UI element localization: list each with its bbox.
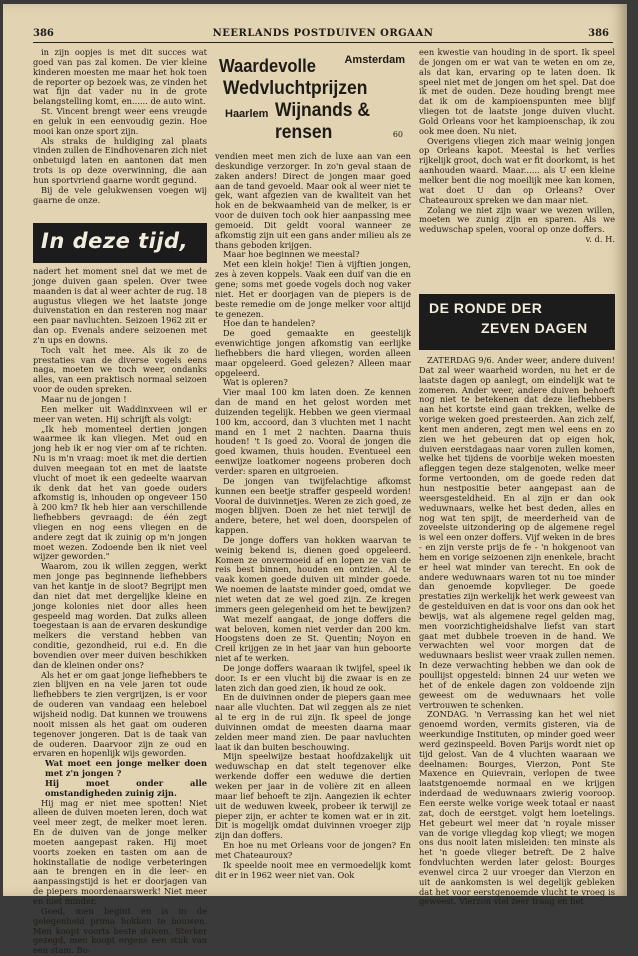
paragraph: De jonge doffers waaraan ik twijfel, speel ik door. Is er een vlucht bij die zwaar is en ze laten zich dan goed zien, ik houd ze ook. — [215, 662, 411, 693]
article-1-top — [33, 48, 207, 220]
paragraph: Wat mezelf aangaat, de jonge doffers die wat beloven, komen niet verder dan 200 km. Hoogstens doen ze St. Quentin; Noyon en Creil krijgen ze in het jaar van hun geboorte niet af te werken. — [215, 613, 411, 664]
ad-city: Amsterdam — [344, 54, 405, 66]
paragraph: Hoe dan te handelen? — [223, 318, 316, 329]
page-number-right: 386 — [588, 28, 609, 39]
paragraph: Maar hoe beginnen we meestal? — [223, 249, 360, 260]
ad-number: 60 — [392, 130, 403, 139]
paragraph: Hij moet onder alle omstandigheden zuinig zijn. — [45, 777, 207, 798]
paragraph: Goed, men begint en is in de gelegenheid prima hokken te bouwen. Men koopt voorts beste duiven. Sterker gezegd, men koopt ergens een stuk van een stam. Bo- — [33, 905, 207, 956]
ad-company-name: Wijnands & rensen — [275, 100, 371, 143]
paragraph: nadert het moment snel dat we met de jonge duiven gaan spelen. Over twee maanden is dat al weer achter de rug. 18 augustus vliegen we het laatste jonge duivenstation en dan resteren nog maar een paar navluchten. Seizoen 1962 zit er dan op. Evenals andere seizoenen met z'n ups en downs. — [33, 266, 207, 345]
paragraph: Een melker uit Waddinxveen wil er meer van weten. Hij schrijft als volgt: — [33, 403, 207, 424]
banner-text: In deze tijd, — [41, 229, 189, 253]
paragraph: Overigens vliegen zich maar weinig jongen op Orleans kapot. Meestal is het verlies rijkelijk groot, doch wat er fit doorkomt, is het aanhouden waard. Maar...... als U een kleine melker bent die nog moeilijk mee kan komen, wat doet U dan op Orleans? Over Chateauroux spreken we dan maar niet. — [419, 135, 615, 205]
paragraph: Ik speelde nooit mee en vermoedelijk komt dit er in 1962 weer niet van. Ook — [215, 859, 411, 880]
ad-word-waardevolle: Waardevolle — [219, 56, 316, 76]
paragraph: Wat is opleren? — [223, 377, 288, 388]
paragraph: Als het er om gaat jonge liefhebbers te zien blijven en na vele jaren tot oude liefhebbers te zien vergrijzen, is er voor de ouderen van vandaag een heleboel wijsheid nodig. Dat kunnen we trouwens nooit missen als het gaat om ouderen tegenover jongeren. Dat is de taak van de ouderen. Daarvoor zijn ze oud en ervaren en hopenlijk wijs geworden. — [33, 669, 207, 759]
paragraph: ZONDAG. 'n Verrassing kan het wel niet genoemd worden, vermits gisteren, via de weerkundige Instituten, op minder goed weer werd gezinspeeld. Boven Parijs wordt niet op tijd gelost. Van de 4 vluchten waaraan we deelnamen: Bourges, Vierzon, Pont Ste Maxence en Quievrain, verlopen de twee laatstgenoemde normaal en we krijgen inderdaad de weduwnaars zwierig vooroop. Een eerste welke vorige week totaal er naast zat, doch de eerstget. volgt hem loetelings. Het gebeurt wel meer dat 'n royale misser van de vorige vliegdag kop vliegt; we mogen ons dus nooit laten misleiden: ten minste als het 'n goede vlieger betreft. De 2 halve fondvluchten werden later gelost: Bourges evenwel circa 2 uur vroeger dan Vierzon en uit de aankomsten is wel degelijk gebleken dat het voor eerstgenoemde vlucht te vroeg is geweest. Vierzon viel zeer traag en het — [419, 709, 615, 907]
paragraph: De jonge doffers van hokken waarvan te weinig bekend is, dienen goed opgeleerd. Komen ze onvermoeid af en lopen ze van de reis best binnen, houden en ontzien. Al te vaak komen goede duiven uit minder goede. We noemen de laatste minder goed, omdat we niet weten dat ze wel goed zijn. Ze kregen immers geen gelegenheid om het te bewijzen? — [215, 534, 411, 614]
section-heading-line-2: ZEVEN DAGEN — [481, 320, 588, 336]
article-1-body — [33, 266, 207, 956]
heading-banner — [33, 223, 207, 263]
paragraph: Mijn speelwijze bestaat hoofdzakelijk uit weduwschap en dat stelt tegenover elke werkende doffer een weduwe die dertien weken per jaar in de volière zit en alleen maar lief behoeft te zijn. Aangezien ik echter uit de weduwen kweek, probeer ik terwijl ze pieper zijn, er achter te komen wat er in zit. Dit is mogelijk omdat duivinnen vroeger zijp zijn dan doffers. — [215, 751, 411, 841]
paragraph: Vier maal 100 km laten doen. Ze kennen dan de mand en het gelost worden met duizenden tegelijk. Hebben we geen viermaal 100 km, accoord, dan 3 vluchten met 1 nacht mand en 1 met 2 nachten. Daarna thuis houden! 't Is goed zo. Vooral de jongen die goed kwamen, thuis houden. Eventueel een eenwijze loatkomer nogeens proberen doch verder: sparen en uitgroeien. — [215, 387, 411, 476]
paragraph: Zolang we niet zijn waar we wezen willen, moeten we zunig zijn en sparen. Als we weduwschap spelen, vooral op onze doffers. — [419, 204, 615, 235]
section-heading-line-1: DE RONDE DER — [429, 300, 543, 316]
paragraph: De goed gemaakte en geestelijk evenwichtige jongen afkomstig van eerlijke liefhebbers die hard vliegen, worden alleen maar opgeleerd. Goed gelezen? Alleen maar opgeleerd. — [215, 328, 411, 378]
paragraph: een kwestie van houding in de sport. Ik speel de jongen om er wat van te weten en om ze, als dat kan, ervaring op te laten doen. Ik speel niet met de jongen om het spel. Dat doe ik met de ouden. Deze houding brengt mee dat ik om de kampioenspunten mee blijf vliegen tot de laatste jonge duiven vlucht. Gold Orleans voor het kampioenschap, ik zou ook mee doen. Nu niet. — [419, 47, 615, 136]
paragraph: Bij de vele gelukwensen voegen wij gaarne de onze. — [33, 184, 207, 205]
section-heading-box — [419, 294, 615, 350]
article-3-body — [419, 355, 615, 907]
paragraph: En de duivinnen onder de piepers gaan mee naar alle vluchten. Dat wil zeggen als ze niet al te erg in de rui zijn. Ik speel de jonge duivinnen omdat de meesten daarna maar zelden meer mand zien. De paar navluchten laat ik dan buiten beschouwing. — [215, 692, 411, 752]
paragraph: in zijn oopjes is met dit succes wat goed van pas zal komen. De vier kleine kinderen moesten me maar het hok toen de reporter op bezoek was, ze vinden het wat fijn dat vader nu in de grote belangstelling komt, en...... de auto wint. — [33, 47, 207, 107]
article-3-top — [419, 48, 615, 290]
paragraph: Hij mag er niet mee spotten! Niet alleen de duiven moeten leren, doch wat veel meer zegt, de melker moet leren. En de duiven van de jonge melker moeten aangepast raken. Hij moet voorts zoeken en tasten om aan de hokinstallatie de nodige verbeteringen aan te brengen en in die leer- en aanpassingstijd is het er doorjagen van de piepers moordenaarswerk! Niet meer en niet minder. — [33, 797, 207, 906]
article-2-body — [215, 152, 411, 892]
paragraph: Maar nu de jongen ! — [41, 393, 127, 404]
paragraph: vendien meet men zich de luxe aan van een deskundige verzorger. In zo'n geval staan de zaken anders! Direct de jongen maar goed aan de tand gevoeld. Maar ook al weer niet te gek, want afgezien van de kwaliteit van het hok en de bekwaamheid van de melker, is er voor de duiven toch ook hier aanpassing mee gemoeid. Dit geldt vooral wanneer ze afkomstig zijn uit een gans ander milieu als ze thans geboden krijgen. — [215, 151, 411, 250]
paragraph: Met een klein hokje! Tien à vijftien jongen, zes à zeven koppels. Vaak een duif van die en gene; soms met goede vogels doch nog vaker niet. Het er doorjagen van de piepers is de beste remedie om de jonge melker voor altijd te genezen. — [215, 259, 411, 319]
advertisement-title — [215, 48, 411, 148]
paragraph: Als straks de huldiging zal plaats vinden zullen de Eindhovenaren zich niet onbetuigd laten en aantonen dat men trots is op deze overwinning, die aan hun sportvriend gaarne wordt gegund. — [33, 135, 207, 185]
ad-word-wedvluchtprijzen: Wedvluchtprijzen — [223, 78, 368, 99]
paragraph: St. Vincent brengt weer eens vreugde en geluk in een eenvoudig gezin. Hoe mooi kan onze sport zijn. — [33, 106, 207, 136]
paragraph: v. d. H. — [585, 234, 615, 245]
ad-city-haarlem: Haarlem — [225, 108, 269, 120]
newspaper-page — [3, 4, 627, 956]
page-header — [33, 28, 613, 43]
paragraph: Wat moet een jonge melker doen met z'n jongen ? — [45, 758, 207, 779]
paragraph: Waarom, zou ik willen zeggen, werkt men jonge pas beginnende liefhebbers van het kantje in de sloot? Begrijpt men dan niet dat met dergelijke kleine en jonge kolonies niet door alles heen gespeeld mag worden. Dat zulks alleen toegestaan is aan de ervaren deskundige melkers die verstand hebben van conditie, gezondheid, rui e.d. En die bovendien over meer duiven beschikken dan de kleinen onder ons? — [33, 561, 207, 670]
publication-title: NEERLANDS POSTDUIVEN ORGAAN — [212, 28, 434, 39]
paragraph: En hoe nu met Orleans voor de jongen? En met Chateauroux? — [215, 840, 411, 860]
paragraph: ZATERDAG 9/6. Ander weer, andere duiven! Dat zal weer waarheid worden, nu het er de laatste dagen op aanlegt, om eindelijk wat te zomeren. Ander weer, andere duiven behoeft nog niet te betekenen dat deze liefhebbers aan het kortste eind gaan trekken, welke de vorige weken goed presteerden. Aan zich zelf, kent men anderen, zegt men wel eens en zo zien we het gebeuren dat op eigen hok, duiven eerstdagaas naar voren zullen komen, welke het tijdens de voorbije weken moesten afleggen tegen deze stalgenoten, welke meer forme vertoonden, om de goede reden dat hun nestpositie beter aangepast aan de weersgesteldheid. En al zijn er dan ook weduwnaars, welke het best deden, alles en nog wat ten spijt, de meerderheid van de zoveelste uitzondering op de algemene regel is wel een onzer doffers. Vijf weken in de bres - en zijn verste prijs de fe - 'n hokgenoot van hem en vorige seizoenen zijn enenkele, bracht er heel wat minder van terecht. En ook de andere weduwnaars waren tot nu toe minder dan genoemde kopvlieger. De goede prestaties zijn werkelijk het werk geweest van de gestelduiven en dat is voor ons dan ook het bewijs, wat als algemene regel gelden mag, men voorzichtigheidshalve liefst van start gaat met dubbele troeven in de hand. We verwachten wel voor morgen dat de weduwnaars beslist weer vraak zullen nemen. In deze verwachting hebben we dan ook de poullijst opgesteld: binnen 24 uur weten we het of de enkele dagen zon voldoende zijn geweest om de weduwnaars het volle vertrouwen te schenken. — [419, 355, 615, 710]
paragraph: De jongen van twijfelachtige afkomst kunnen een beetje straffer gespeeld worden! Vooral de duivinnetjes. Weren ze zich goed, ze mogen blijven. Doen ze het niet terwijl de andere, betere, het wel doen, doorspelen of kappen. — [215, 475, 411, 536]
paragraph: Toch valt het mee. Als ik zo de prestaties van de diverse vogels eens naga, moeten we toch weer, ondanks alles, van een praktisch normaal seizoen voor de ouden spreken. — [33, 344, 207, 395]
paragraph: „Ik heb momenteel dertien jongen waarmee ik kan vliegen. Met oud en jong heb ik er nog vier om af te richten. Nu is m'n vraag: moet ik met die dertien duiven meegaan tot en met de laatste vlucht of moet ik een gedeelte waarvan ik denk dat het van goede ouders afkomstig is, inhouden op ongeveer 150 à 200 km? Ik heb hier aan verschillende liefhebbers gevraagd: de één zegt vliegen en nog eens vliegen en de andere zegt dat ik zuinig op m'n jongen moet wezen. Zodoende ben ik niet veel wijzer geworden." — [33, 423, 207, 562]
page-number-left: 386 — [33, 28, 54, 39]
